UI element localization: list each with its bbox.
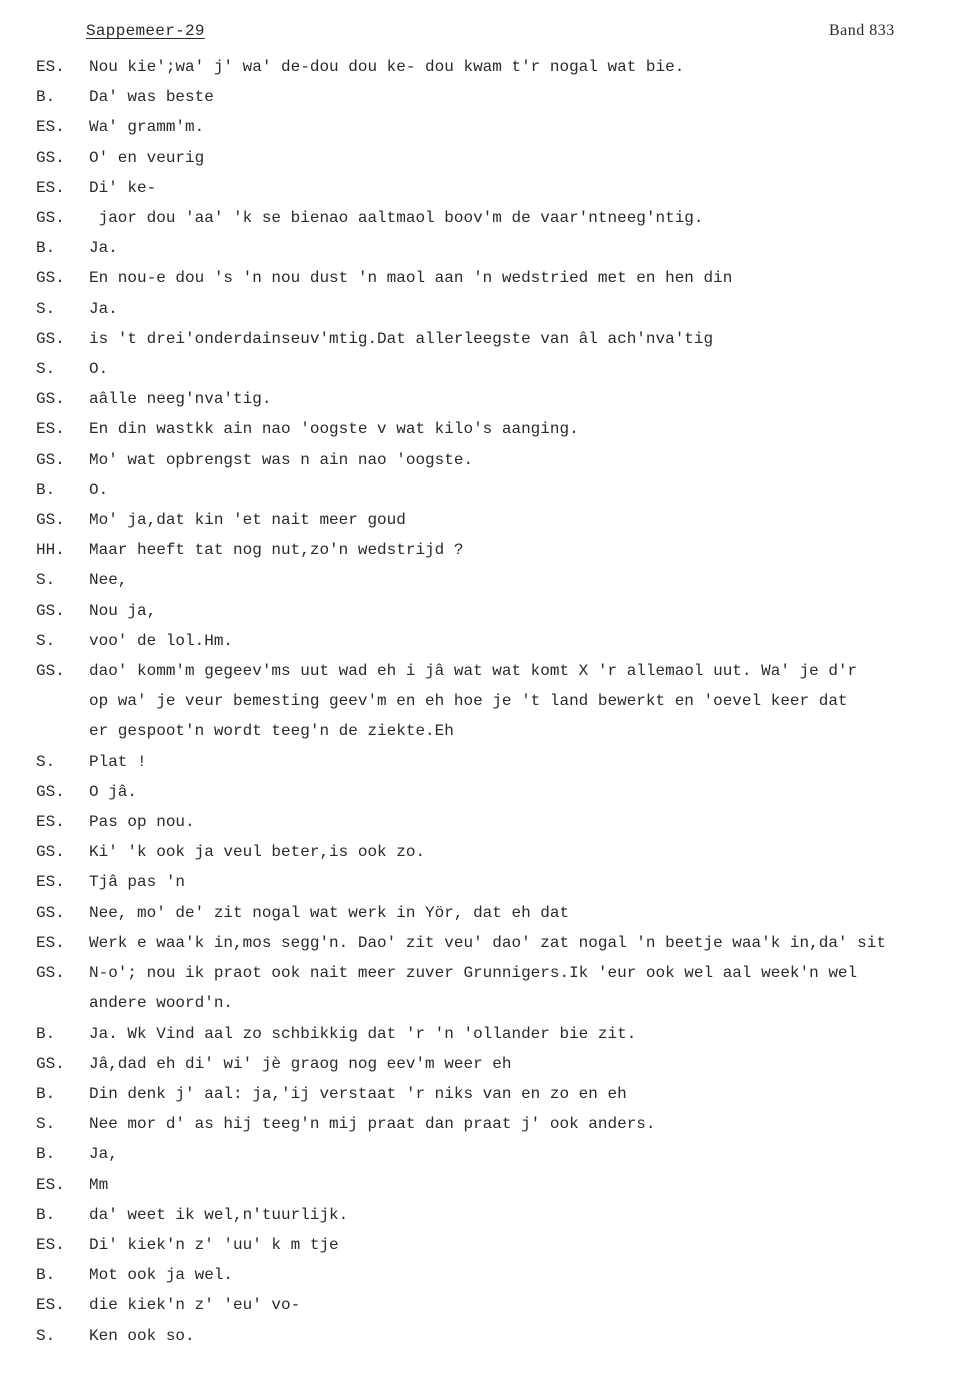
- utterance-text: op wa' je veur bemesting geev'm en eh hoe je 't land bewerkt en 'oevel keer dat: [89, 692, 848, 711]
- speaker-label: S.: [36, 1326, 56, 1345]
- speaker-label: B.: [36, 1024, 56, 1043]
- utterance-text: Maar heeft tat nog nut,zo'n wedstrijd ?: [89, 541, 464, 560]
- utterance-text: Mo' ja,dat kin 'et nait meer goud: [89, 511, 406, 530]
- transcript-line: [36, 505, 966, 535]
- utterance-text: is 't drei'onderdainseuv'mtig.Dat allerleegste van âl ach'nva'tig: [89, 329, 714, 348]
- tape-number-header: Band 833: [829, 22, 895, 39]
- transcript-line: [36, 898, 966, 928]
- speaker-label: GS.: [36, 511, 65, 530]
- utterance-text: Plat !: [89, 752, 147, 771]
- transcript-line: [36, 143, 966, 173]
- utterance-text: dao' komm'm gegeev'ms uut wad eh i jâ wat wat komt X 'r allemaol uut. Wa' je d'r: [89, 662, 858, 681]
- transcript-line: [36, 1290, 966, 1320]
- transcript-line: [36, 1321, 966, 1351]
- utterance-text: O.: [89, 360, 109, 379]
- utterance-text: Ken ook so.: [89, 1326, 195, 1345]
- transcript-line: [36, 112, 966, 142]
- utterance-text: da' weet ik wel,n'tuurlijk.: [89, 1205, 349, 1224]
- speaker-label: ES.: [36, 118, 65, 137]
- speaker-label: GS.: [36, 843, 65, 862]
- transcript-line: [36, 565, 966, 595]
- utterance-text: O.: [89, 480, 109, 499]
- speaker-label: S.: [36, 1115, 56, 1134]
- transcript-line: [36, 414, 966, 444]
- utterance-text: Werk e waa'k in,mos segg'n. Dao' zit veu' dao' zat nogal 'n beetje waa'k in,da' sit: [89, 933, 886, 952]
- speaker-label: B.: [36, 1084, 56, 1103]
- speaker-label: GS.: [36, 782, 65, 801]
- utterance-text: voo' de lol.Hm.: [89, 631, 234, 650]
- transcript-line: [36, 1109, 966, 1139]
- speaker-label: S.: [36, 571, 56, 590]
- utterance-text: Ja,: [89, 1145, 118, 1164]
- speaker-label: B.: [36, 1205, 56, 1224]
- utterance-text: Jâ,dad eh di' wi' jè graog nog eev'm weer eh: [89, 1054, 512, 1073]
- speaker-label: ES.: [36, 1235, 65, 1254]
- speaker-label: S.: [36, 752, 56, 771]
- speaker-label: S.: [36, 631, 56, 650]
- transcript-line: [36, 82, 966, 112]
- transcript-line: [36, 475, 966, 505]
- speaker-label: GS.: [36, 329, 65, 348]
- speaker-label: ES.: [36, 813, 65, 832]
- transcript-line: [36, 867, 966, 897]
- transcript-line: [36, 1079, 966, 1109]
- speaker-label: ES.: [36, 420, 65, 439]
- speaker-label: ES.: [36, 178, 65, 197]
- transcript-line: [36, 1139, 966, 1169]
- utterance-text: aâlle neeg'nva'tig.: [89, 390, 272, 409]
- transcript-line: [36, 324, 966, 354]
- utterance-text: Tjâ pas 'n: [89, 873, 186, 892]
- utterance-text: Ja. Wk Vind aal zo schbikkig dat 'r 'n 'ollander bie zit.: [89, 1024, 637, 1043]
- utterance-text: er gespoot'n wordt teeg'n de ziekte.Eh: [89, 722, 454, 741]
- speaker-label: ES.: [36, 1175, 65, 1194]
- transcript-line: [36, 1170, 966, 1200]
- speaker-label: ES.: [36, 1296, 65, 1315]
- speaker-label: S.: [36, 360, 56, 379]
- utterance-text: jaor dou 'aa' 'k se bienao aaltmaol boov'm de vaar'ntneeg'ntig.: [89, 209, 704, 228]
- transcript-line: [36, 1200, 966, 1230]
- utterance-text: Pas op nou.: [89, 813, 195, 832]
- transcript-line: [36, 686, 966, 716]
- utterance-text: Di' kiek'n z' 'uu' k m tje: [89, 1235, 339, 1254]
- speaker-label: B.: [36, 1266, 56, 1285]
- speaker-label: HH.: [36, 541, 65, 560]
- utterance-text: O' en veurig: [89, 148, 205, 167]
- speaker-label: B.: [36, 480, 56, 499]
- speaker-label: GS.: [36, 209, 65, 228]
- utterance-text: Di' ke-: [89, 178, 157, 197]
- transcript-line: [36, 445, 966, 475]
- transcript-line: [36, 294, 966, 324]
- transcript-line: [36, 263, 966, 293]
- transcript-line: [36, 1049, 966, 1079]
- transcript-line: [36, 596, 966, 626]
- transcript-line: [36, 958, 966, 988]
- utterance-text: En nou-e dou 's 'n nou dust 'n maol aan 'n wedstried met en hen din: [89, 269, 733, 288]
- speaker-label: GS.: [36, 148, 65, 167]
- transcript-line: [36, 1019, 966, 1049]
- speaker-label: ES.: [36, 58, 65, 76]
- utterance-text: andere woord'n.: [89, 994, 234, 1013]
- transcript-line: [36, 1230, 966, 1260]
- transcript-line: [36, 777, 966, 807]
- transcript-line: [36, 354, 966, 384]
- speaker-label: B.: [36, 88, 56, 107]
- utterance-text: Nee,: [89, 571, 128, 590]
- transcript-line: [36, 747, 966, 777]
- utterance-text: O jâ.: [89, 782, 138, 801]
- transcript-line: [36, 173, 966, 203]
- speaker-label: GS.: [36, 269, 65, 288]
- transcript-line: [36, 1260, 966, 1290]
- transcript-body: [36, 52, 966, 1351]
- utterance-text: N-o'; nou ik praot ook nait meer zuver Grunnigers.Ik 'eur ook wel aal week'n wel: [89, 964, 858, 983]
- transcript-line: [36, 626, 966, 656]
- transcript-line: [36, 928, 966, 958]
- transcript-line: [36, 203, 966, 233]
- speaker-label: ES.: [36, 873, 65, 892]
- speaker-label: B.: [36, 239, 56, 258]
- transcript-line: [36, 656, 966, 686]
- speaker-label: ES.: [36, 933, 65, 952]
- document-location-header: Sappemeer-29: [86, 22, 205, 40]
- utterance-text: En din wastkk ain nao 'oogste v wat kilo's aanging.: [89, 420, 579, 439]
- transcript-line: [36, 535, 966, 565]
- utterance-text: Nou kie';wa' j' wa' de-dou dou ke- dou kwam t'r nogal wat bie.: [89, 58, 685, 76]
- speaker-label: GS.: [36, 601, 65, 620]
- transcript-line: [36, 52, 966, 82]
- speaker-label: GS.: [36, 1054, 65, 1073]
- transcript-line: [36, 384, 966, 414]
- transcript-line: [36, 988, 966, 1018]
- speaker-label: B.: [36, 1145, 56, 1164]
- transcript-line: [36, 233, 966, 263]
- utterance-text: Ja.: [89, 239, 118, 258]
- utterance-text: Mm: [89, 1175, 109, 1194]
- utterance-text: Wa' gramm'm.: [89, 118, 205, 137]
- utterance-text: Ki' 'k ook ja veul beter,is ook zo.: [89, 843, 426, 862]
- utterance-text: Da' was beste: [89, 88, 214, 107]
- utterance-text: Mot ook ja wel.: [89, 1266, 234, 1285]
- utterance-text: Mo' wat opbrengst was n ain nao 'oogste.: [89, 450, 474, 469]
- speaker-label: GS.: [36, 964, 65, 983]
- speaker-label: GS.: [36, 903, 65, 922]
- utterance-text: die kiek'n z' 'eu' vo-: [89, 1296, 301, 1315]
- speaker-label: GS.: [36, 662, 65, 681]
- utterance-text: Nee, mo' de' zit nogal wat werk in Yör, dat eh dat: [89, 903, 570, 922]
- speaker-label: GS.: [36, 450, 65, 469]
- utterance-text: Nou ja,: [89, 601, 157, 620]
- speaker-label: S.: [36, 299, 56, 318]
- transcript-line: [36, 807, 966, 837]
- utterance-text: Din denk j' aal: ja,'ij verstaat 'r niks van en zo en eh: [89, 1084, 627, 1103]
- transcript-line: [36, 716, 966, 746]
- utterance-text: Ja.: [89, 299, 118, 318]
- utterance-text: Nee mor d' as hij teeg'n mij praat dan praat j' ook anders.: [89, 1115, 656, 1134]
- transcript-line: [36, 837, 966, 867]
- speaker-label: GS.: [36, 390, 65, 409]
